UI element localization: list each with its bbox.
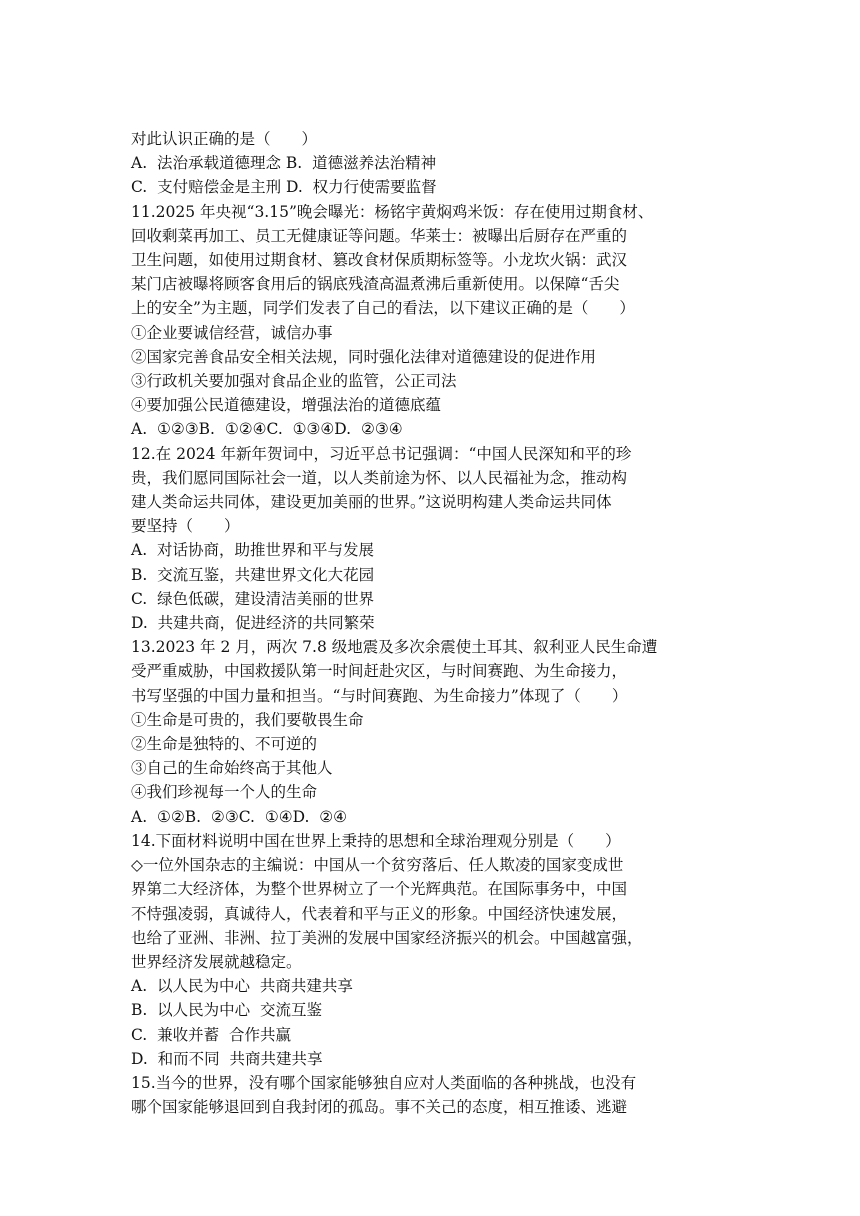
question-11-options: A. ①②③B. ①②④C. ①③④D. ②③④ xyxy=(131,420,403,439)
question-11-line-3: 卫生问题，如使用过期食材、篡改食材保质期标签等。小龙坎火锅：武汉 xyxy=(131,251,628,270)
question-11-item-4: ④要加强公民道德建设，增强法治的道德底蕴 xyxy=(131,396,442,415)
question-12-line-4: 要坚持（ ） xyxy=(131,517,240,536)
question-12-line-2: 贵，我们愿同国际社会一道，以人类前途为怀、以人民福祉为念，推动构 xyxy=(131,468,628,487)
question-14-option-b: B. 以人民为中心 交流互鉴 xyxy=(131,1001,323,1020)
question-12-line-1: 12.在 2024 年新年贺词中，习近平总书记强调：“中国人民深知和平的珍 xyxy=(131,444,632,463)
question-13-item-4: ④我们珍视每一个人的生命 xyxy=(131,783,318,802)
question-13-options: A. ①②B. ②③C. ①④D. ②④ xyxy=(131,807,348,826)
question-15-line-2: 哪个国家能够退回到自我封闭的孤岛。事不关己的态度，相互推诿、逃避 xyxy=(131,1098,628,1117)
question-11-line-1: 11.2025 年央视“3.15”晚会曝光：杨铭宇黄焖鸡米饭：存在使用过期食材、 xyxy=(131,202,654,221)
question-12-option-b: B. 交流互鉴，共建世界文化大花园 xyxy=(131,565,375,584)
question-14-option-d: D. 和而不同 共商共建共享 xyxy=(131,1049,323,1068)
question-11-line-2: 回收剩菜再加工、员工无健康证等问题。华莱士：被曝出后厨存在严重的 xyxy=(131,226,628,245)
question-14-line-1: 14.下面材料说明中国在世界上秉持的思想和全球治理观分别是（ ） xyxy=(131,831,621,850)
question-11-line-5: 上的安全”为主题，同学们发表了自己的看法，以下建议正确的是（ ） xyxy=(131,299,635,318)
question-10-options-ab: A. 法治承载道德理念 B. 道德滋养法治精神 xyxy=(131,154,437,173)
question-13-line-2: 受严重威胁，中国救援队第一时间赶赴灾区，与时间赛跑、为生命接力， xyxy=(131,662,628,681)
question-12-option-a: A. 对话协商，助推世界和平与发展 xyxy=(131,541,374,560)
question-13-item-2: ②生命是独特的、不可逆的 xyxy=(131,735,318,754)
question-15-line-1: 15.当今的世界，没有哪个国家能够独自应对人类面临的各种挑战，也没有 xyxy=(131,1073,637,1092)
question-12-line-3: 建人类命运共同体，建设更加美丽的世界。”这说明构建人类命运共同体 xyxy=(131,493,612,512)
question-11-item-3: ③行政机关要加强对食品企业的监管，公正司法 xyxy=(131,372,457,391)
question-13-line-1: 13.2023 年 2 月，两次 7.8 级地震及多次余震使土耳其、叙利亚人民生命遭 xyxy=(131,638,658,657)
question-10-options-cd: C. 支付赔偿金是主刑 D. 权力行使需要监督 xyxy=(131,178,437,197)
question-13-line-3: 书写坚强的中国力量和担当。“与时间赛跑、为生命接力”体现了（ ） xyxy=(131,686,628,705)
question-14-material-line-2: 界第二大经济体，为整个世界树立了一个光辉典范。在国际事务中，中国 xyxy=(131,880,628,899)
question-14-material-line-3: 不恃强凌弱，真诚待人，代表着和平与正义的形象。中国经济快速发展， xyxy=(131,904,628,923)
question-13-item-1: ①生命是可贵的，我们要敬畏生命 xyxy=(131,710,364,729)
question-11-line-4: 某门店被曝将顾客食用后的锅底残渣高温煮沸后重新使用。以保障“舌尖 xyxy=(131,275,620,294)
question-10-stem-end: 对此认识正确的是（ ） xyxy=(131,130,318,148)
question-11-item-2: ②国家完善食品安全相关法规，同时强化法律对道德建设的促进作用 xyxy=(131,347,597,366)
document-body xyxy=(131,127,731,1119)
question-14-material-line-5: 世界经济发展就越稳定。 xyxy=(131,952,302,971)
question-14-option-a: A. 以人民为中心 共商共建共享 xyxy=(131,977,353,996)
question-12-option-d: D. 共建共商，促进经济的共同繁荣 xyxy=(131,614,375,633)
question-12-option-c: C. 绿色低碳，建设清洁美丽的世界 xyxy=(131,589,375,608)
question-11-item-1: ①企业要诚信经营，诚信办事 xyxy=(131,323,333,342)
question-14-option-c: C. 兼收并蓄 合作共赢 xyxy=(131,1025,291,1044)
question-13-item-3: ③自己的生命始终高于其他人 xyxy=(131,759,333,778)
question-14-material-line-4: 也给了亚洲、非洲、拉丁美洲的发展中国家经济振兴的机会。中国越富强， xyxy=(131,928,643,947)
question-14-material-line-1: ◇一位外国杂志的主编说：中国从一个贫穷落后、任人欺凌的国家变成世 xyxy=(131,856,624,875)
